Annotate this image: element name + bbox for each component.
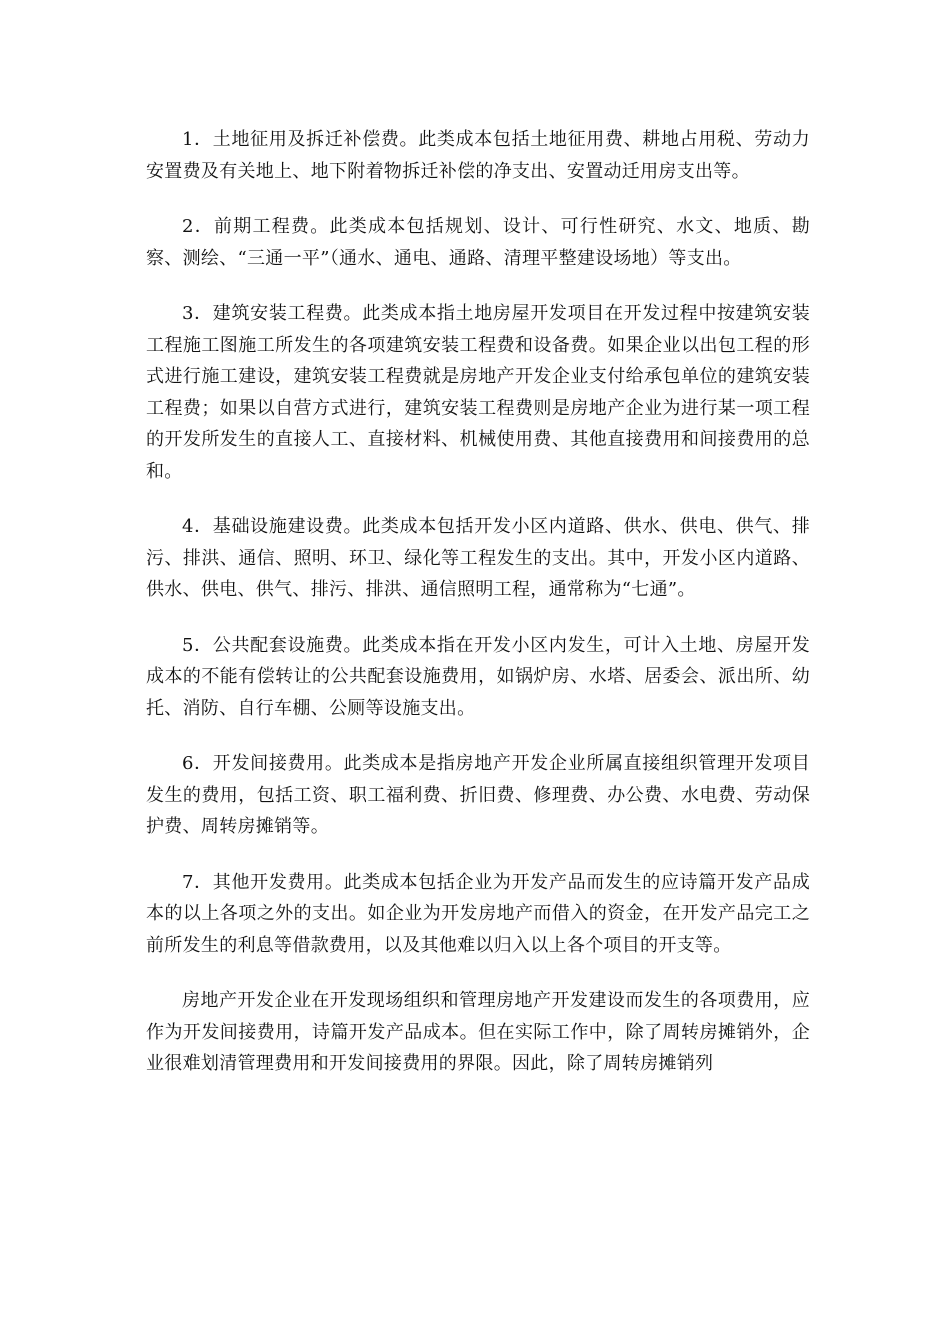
- paragraph-land-acquisition: 1．土地征用及拆迁补偿费。此类成本包括土地征用费、耕地占用税、劳动力安置费及有关地上、地下附着物拆迁补偿的净支出、安置动迁用房支出等。: [146, 129, 810, 182]
- paragraph-other-costs: 7．其他开发费用。此类成本包括企业为开发产品而发生的应诗篇开发产品成本的以上各项之外的支出。如企业为开发房地产而借入的资金，在开发产品完工之前所发生的利息等借款费用，以及其他难以归入以上各个项目的开支等。: [146, 871, 810, 956]
- paragraph-public-facilities: 5．公共配套设施费。此类成本指在开发小区内发生，可计入土地、房屋开发成本的不能有偿转让的公共配套设施费用，如锅炉房、水塔、居委会、派出所、幼托、消防、自行车棚、公厕等设施支出。: [146, 634, 810, 719]
- paragraph-construction-installation: 3．建筑安装工程费。此类成本指土地房屋开发项目在开发过程中按建筑安装工程施工图施工所发生的各项建筑安装工程费和设备费。如果企业以出包工程的形式进行施工建设，建筑安装工程费就是房地产开发企业支付给承包单位的建筑安装工程费；如果以自营方式进行，建筑安装工程费则是房地产企业为进行某一项工程的开发所发生的直接人工、直接材料、机械使用费、其他直接费用和间接费用的总和。: [146, 303, 810, 482]
- paragraph-preliminary-works: 2．前期工程费。此类成本包括规划、设计、可行性研究、水文、地质、勘察、测绘、“三通一平”（通水、通电、通路、清理平整建设场地）等支出。: [146, 216, 810, 269]
- paragraph-management-note: 房地产开发企业在开发现场组织和管理房地产开发建设而发生的各项费用，应作为开发间接费用，诗篇开发产品成本。但在实际工作中，除了周转房摊销外，企业很难划清管理费用和开发间接费用的界限。因此，除了周转房摊销列: [146, 990, 810, 1074]
- document-body: [146, 124, 810, 1104]
- paragraph-indirect-costs: 6．开发间接费用。此类成本是指房地产开发企业所属直接组织管理开发项目发生的费用，包括工资、职工福利费、折旧费、修理费、办公费、水电费、劳动保护费、周转房摊销等。: [146, 753, 810, 837]
- paragraph-infrastructure: 4．基础设施建设费。此类成本包括开发小区内道路、供水、供电、供气、排污、排洪、通信、照明、环卫、绿化等工程发生的支出。其中，开发小区内道路、供水、供电、供气、排污、排洪、通信照明工程，通常称为“七通”。: [146, 516, 810, 600]
